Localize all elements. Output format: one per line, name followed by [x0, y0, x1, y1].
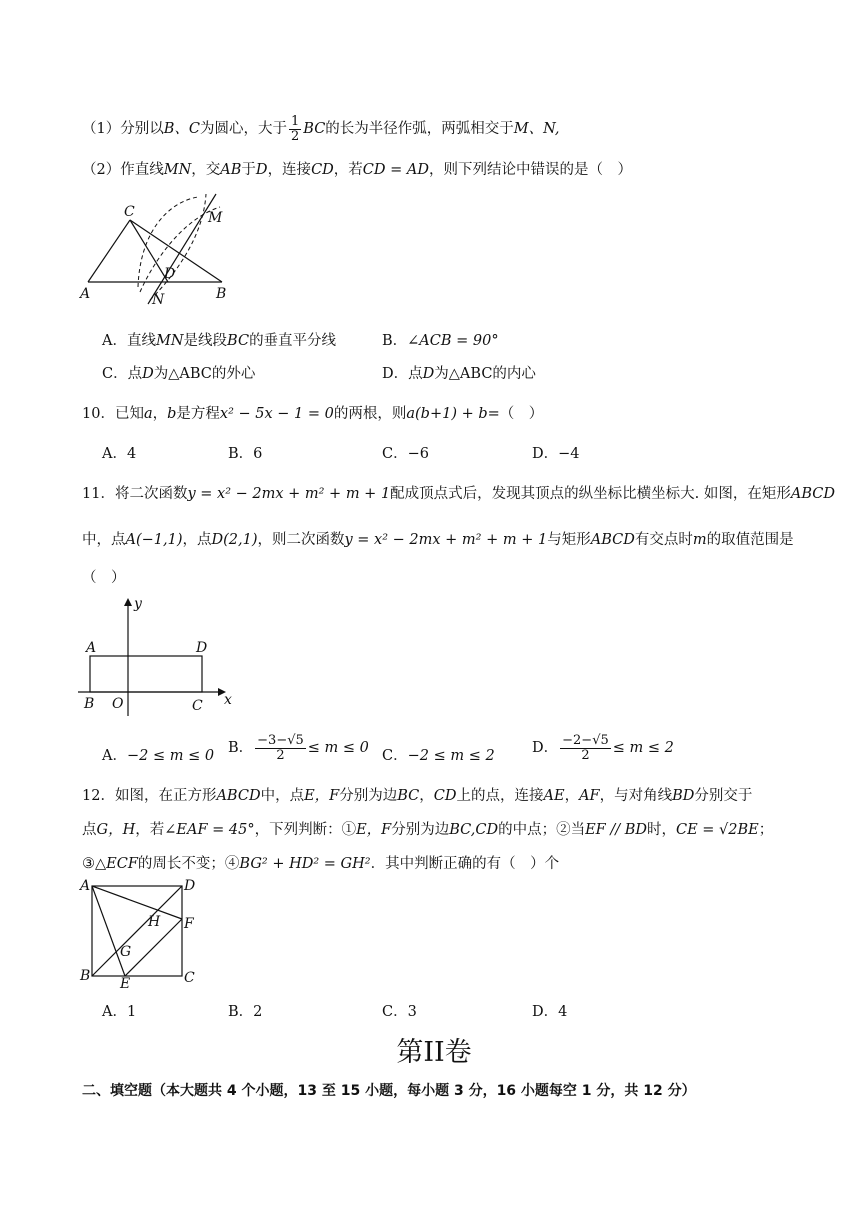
label-b: B	[216, 286, 227, 302]
label-m: M	[208, 210, 223, 226]
q12-option-a[interactable]: A．1	[102, 1004, 137, 1020]
q12-figure	[78, 876, 198, 990]
q11-line3: （ ）	[82, 570, 126, 586]
q11-option-d[interactable]: D． $\frac{-2-√5}{2}$ ≤ m ≤ 2	[532, 733, 674, 763]
q9-option-b[interactable]: B．∠ACB = 90°	[382, 333, 499, 349]
label-y: y	[134, 596, 142, 612]
label-n: N	[152, 292, 165, 308]
q11-option-a[interactable]: A．−2 ≤ m ≤ 0	[102, 748, 215, 764]
label-a: A	[80, 286, 91, 302]
q11-figure	[76, 596, 236, 718]
section-fill-in-header: 二、填空题（本大题共 4 个小题，13 至 15 小题，每小题 3 分，16 小题每空 1 分，共 12 分）	[82, 1083, 696, 1099]
label-e: E	[120, 976, 131, 992]
label-b: B	[80, 968, 91, 984]
fraction-b: $\frac{-3-√5}{2}$	[257, 733, 304, 763]
q12-line2: 点G，H，若∠EAF = 45°，下列判断：①E，F分别为边BC,CD的中点；②当EF // BD时，CE = √2BE；	[82, 822, 774, 838]
q12-option-d[interactable]: D．4	[532, 1004, 568, 1020]
label-d: D	[164, 266, 176, 282]
part2-title: 第II卷	[396, 1037, 472, 1068]
label-h: H	[148, 914, 161, 930]
q10-option-d[interactable]: D．−4	[532, 446, 580, 462]
label-d: D	[196, 640, 208, 656]
label-o: O	[112, 696, 124, 712]
label-c: C	[184, 970, 195, 986]
q12-line1: 12．如图，在正方形ABCD中，点E，F分别为边BC，CD上的点，连接AE，AF，与对角线BD分别交于	[82, 788, 753, 804]
q10-option-c[interactable]: C．−6	[382, 446, 429, 462]
q11-option-c[interactable]: C．−2 ≤ m ≤ 2	[382, 748, 495, 764]
q9-step2: （2）作直线MN，交AB于D，连接CD，若CD = AD，则下列结论中错误的是（ ）	[82, 162, 632, 178]
q9-figure	[78, 192, 248, 312]
q11-line1: 11．将二次函数y = x² − 2mx + m² + m + 1配成顶点式后，发现其顶点的纵坐标比横坐标大. 如图，在矩形ABCD	[82, 486, 836, 502]
fraction-d: $\frac{-2-√5}{2}$	[562, 733, 609, 763]
q12-option-b[interactable]: B．2	[228, 1004, 263, 1020]
q10-stem: 10．已知a，b是方程x² − 5x − 1 = 0的两根，则a(b+1) + b=（ ）	[82, 406, 544, 422]
label-a: A	[80, 878, 91, 894]
q11-option-b[interactable]: B． $\frac{-3-√5}{2}$ ≤ m ≤ 0	[228, 733, 369, 763]
q10-option-a[interactable]: A．4	[102, 446, 137, 462]
label-c: C	[192, 698, 203, 714]
label-d: D	[184, 878, 196, 894]
q9-option-d[interactable]: D．点D为△ABC的内心	[382, 366, 536, 382]
q9-option-a[interactable]: A．直线MN是线段BC的垂直平分线	[102, 333, 337, 349]
q12-option-c[interactable]: C．3	[382, 1004, 417, 1020]
label-x: x	[224, 692, 232, 708]
fraction-half: $\frac{1}{2}$	[290, 114, 300, 144]
label-b: B	[84, 696, 95, 712]
q12-line3: ③△ECF的周长不变；④BG² + HD² = GH²．其中判断正确的有（ ）个	[82, 856, 560, 872]
q10-option-b[interactable]: B．6	[228, 446, 263, 462]
label-a: A	[86, 640, 97, 656]
q9-option-c[interactable]: C．点D为△ABC的外心	[102, 366, 256, 382]
q11-line2: 中，点A(−1,1)，点D(2,1)，则二次函数y = x² − 2mx + m² + m + 1与矩形ABCD有交点时m的取值范围是	[82, 532, 794, 548]
q9-step1: （1）分别以B、C为圆心，大于 $\frac{1}{2}$ BC的长为半径作弧，两弧相交于M、N,	[82, 114, 560, 144]
label-g: G	[120, 944, 132, 960]
label-f: F	[184, 916, 194, 932]
label-c: C	[124, 204, 135, 220]
